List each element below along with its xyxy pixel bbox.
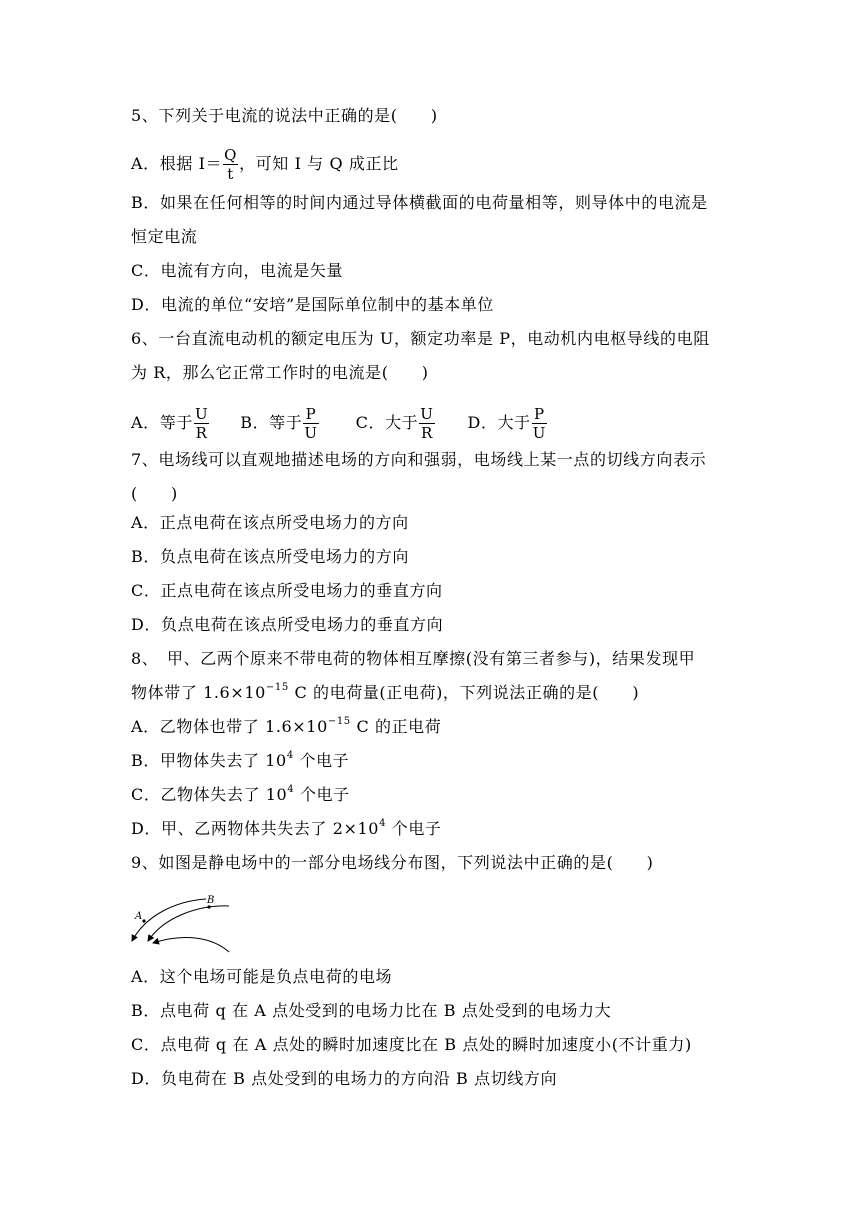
- q8-stem-line1: 8、 甲、乙两个原来不带电荷的物体相互摩擦(没有第三者参与)，结果发现甲: [131, 649, 696, 668]
- q6-option-c-prefix: C．大于: [355, 413, 419, 432]
- q7-option-a: A．正点电荷在该点所受电场力的方向: [131, 513, 409, 532]
- q6-stem-line2: 为 R，那么它正常工作时的电流是( ): [131, 363, 429, 382]
- q5-option-b-line2: 恒定电流: [131, 227, 198, 246]
- q9-stem: 9、如图是静电场中的一部分电场线分布图，下列说法中正确的是( ): [131, 853, 654, 872]
- q6-stem-line1: 6、一台直流电动机的额定电压为 U，额定功率是 P，电动机内电枢导线的电阻: [131, 329, 710, 348]
- q5-option-a-fraction: [223, 146, 238, 183]
- fraction-numerator: U: [420, 405, 434, 423]
- q8-option-c: [131, 785, 350, 805]
- exponent: 4: [286, 749, 294, 761]
- q8-option-d-post: 个电子: [386, 819, 442, 838]
- q5-option-d: D．电流的单位“安培”是国际单位制中的基本单位: [131, 295, 494, 314]
- exponent: −15: [265, 681, 289, 693]
- q6-options: [131, 405, 548, 442]
- q7-stem-line2: ( ): [131, 484, 178, 503]
- q6-option-d-prefix: D．大于: [467, 413, 531, 432]
- q8-stem-line2-post: C 的电荷量(正电荷)，下列说法正确的是( ): [288, 683, 640, 702]
- q8-option-a-post: C 的正电荷: [350, 717, 442, 736]
- q8-option-b: [131, 751, 349, 771]
- fraction-numerator: P: [532, 405, 547, 424]
- q7-option-d: D．负点电荷在该点所受电场力的垂直方向: [131, 615, 444, 634]
- field-line-inner: [153, 937, 229, 952]
- point-a-dot: [142, 919, 145, 922]
- q6-option-b-prefix: B．等于: [240, 413, 303, 432]
- q5-option-a-prefix: A．根据 I＝: [131, 154, 223, 173]
- exponent: −15: [327, 715, 351, 727]
- fraction-numerator: P: [303, 405, 318, 424]
- q8-option-c-post: 个电子: [294, 785, 350, 804]
- exponent: 4: [287, 783, 295, 795]
- q6-option-a-fraction: [194, 405, 209, 442]
- fraction-denominator: R: [195, 424, 208, 442]
- q8-option-d: [131, 819, 442, 839]
- fraction-denominator: t: [227, 165, 234, 183]
- q5-stem: 5、下列关于电流的说法中正确的是( ): [131, 106, 438, 125]
- q6-option-a-prefix: A．等于: [131, 413, 193, 432]
- q8-option-b-post: 个电子: [293, 751, 350, 770]
- q7-option-c: C．正点电荷在该点所受电场力的垂直方向: [131, 581, 443, 600]
- exponent: 4: [379, 817, 387, 829]
- point-a-label: A: [135, 911, 143, 922]
- fraction-numerator: Q: [224, 146, 238, 164]
- q6-option-b-fraction: [303, 405, 318, 442]
- q8-option-d-pre: D．甲、乙两物体共失去了 2×10: [131, 819, 380, 838]
- electric-field-lines-figure: [128, 893, 238, 955]
- q8-option-b-pre: B．甲物体失去了 10: [131, 751, 287, 770]
- q8-option-a-pre: A．乙物体也带了 1.6×10: [131, 717, 328, 736]
- q9-option-b: B．点电荷 q 在 A 点处受到的电场力比在 B 点处受到的电场力大: [131, 1001, 612, 1020]
- q8-stem-line2: [131, 683, 639, 703]
- q6-option-c-fraction: [419, 405, 434, 442]
- fraction-denominator: R: [420, 424, 433, 442]
- field-line-middle: [148, 906, 229, 941]
- fraction-denominator: U: [304, 424, 318, 442]
- q7-option-b: B．负点电荷在该点所受电场力的方向: [131, 547, 409, 566]
- q9-option-c: C．点电荷 q 在 A 点处的瞬时加速度比在 B 点处的瞬时加速度小(不计重力): [131, 1035, 692, 1054]
- fraction-denominator: U: [532, 424, 547, 442]
- point-b-label: B: [207, 895, 215, 906]
- q5-option-b-line1: B．如果在任何相等的时间内通过导体横截面的电荷量相等，则导体中的电流是: [131, 193, 708, 212]
- q9-option-d: D．负电荷在 B 点处受到的电场力的方向沿 B 点切线方向: [131, 1069, 558, 1088]
- q7-stem-line1: 7、电场线可以直观地描述电场的方向和强弱，电场线上某一点的切线方向表示: [131, 450, 707, 469]
- q8-option-c-pre: C．乙物体失去了 10: [131, 785, 288, 804]
- q9-option-a: A．这个电场可能是负点电荷的电场: [131, 967, 393, 986]
- q8-stem-line2-pre: 物体带了 1.6×10: [131, 683, 266, 702]
- fraction-numerator: U: [194, 405, 209, 423]
- q5-option-c: C．电流有方向，电流是矢量: [131, 261, 344, 280]
- q5-option-a: [131, 146, 399, 183]
- q6-option-d-fraction: [532, 405, 547, 442]
- q5-option-a-suffix: ，可知 I 与 Q 成正比: [239, 154, 399, 173]
- q8-option-a: [131, 717, 441, 737]
